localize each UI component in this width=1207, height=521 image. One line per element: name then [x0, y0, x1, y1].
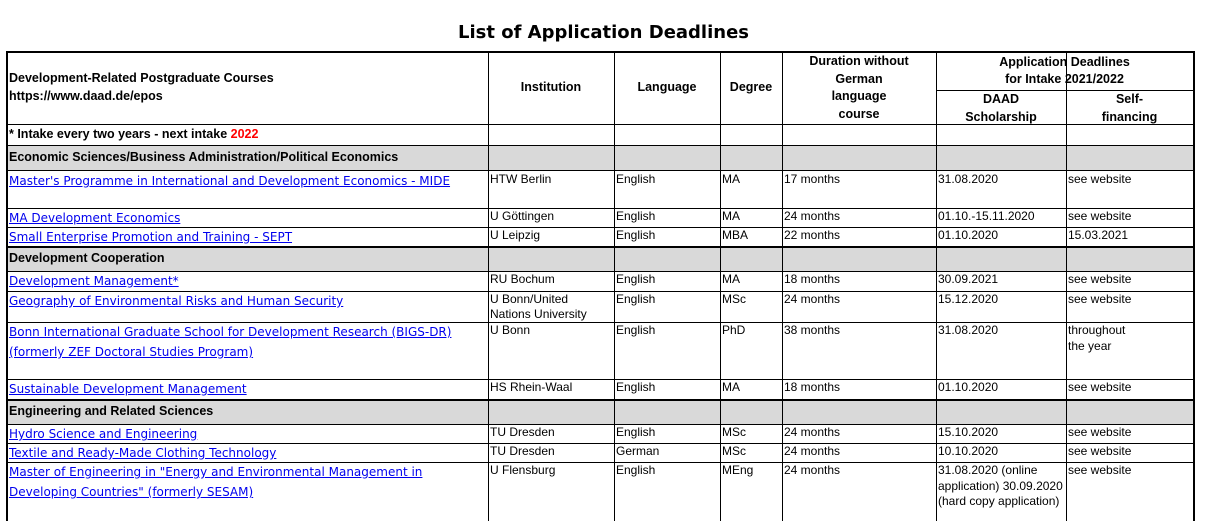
duration-cell: 18 months [784, 380, 841, 394]
course-link[interactable]: Geography of Environmental Risks and Human Security [9, 294, 344, 308]
col-line [782, 51, 783, 521]
daad-deadline-cell: 31.08.2020 [938, 172, 999, 186]
col-line [614, 51, 615, 521]
self-financing-cell: the year [1068, 338, 1112, 353]
intake-year: 2022 [230, 127, 259, 141]
col-line [6, 51, 8, 521]
duration-cell: 24 months [784, 292, 841, 306]
duration-cell: 22 months [784, 228, 841, 242]
institution-cell: TU Dresden [490, 425, 555, 439]
intake-note: * Intake every two years - next intake 2022 [9, 127, 259, 141]
institution-cell: U Göttingen [490, 209, 555, 223]
course-link[interactable]: Sustainable Development Management [9, 382, 247, 396]
language-cell: English [616, 323, 656, 337]
degree-cell: MEng [722, 463, 754, 477]
language-cell: English [616, 292, 656, 306]
degree-cell: MA [722, 172, 740, 186]
col-line [1193, 51, 1195, 521]
daad-deadline-cell: 01.10.2020 [938, 380, 999, 394]
deadlines-header: Application Deadlines [999, 55, 1130, 69]
course-link[interactable]: Bonn International Graduate School for Development Research (BIGS-DR) [9, 325, 452, 339]
self-financing-cell: see website [1068, 380, 1132, 394]
degree-cell: MA [722, 209, 740, 223]
institution-cell: Nations University [490, 307, 587, 321]
daad-deadline-cell: application) 30.09.2020 [938, 478, 1063, 493]
degree-header: Degree [729, 80, 773, 94]
duration-cell: 24 months [784, 444, 841, 458]
course-link[interactable]: MA Development Economics [9, 211, 181, 225]
institution-header: Institution [520, 80, 582, 94]
col-line [488, 51, 489, 521]
daad-header: DAAD [982, 92, 1020, 106]
daad-deadline-cell: (hard copy application) [938, 494, 1060, 508]
language-header: Language [637, 80, 697, 94]
course-link[interactable]: Development Management* [9, 274, 179, 288]
row-line [936, 90, 1193, 91]
daad-deadline-cell: 10.10.2020 [938, 444, 999, 458]
section-title: Economic Sciences/Business Administration/Political Economics [9, 150, 399, 164]
language-cell: English [616, 209, 656, 223]
duration-cell: 24 months [784, 425, 841, 439]
duration-cell: 38 months [784, 323, 841, 337]
course-link[interactable]: Textile and Ready-Made Clothing Technology [9, 446, 277, 460]
course-link[interactable]: Developing Countries" (formerly SESAM) [9, 485, 254, 499]
institution-cell: U Bonn/United [490, 292, 569, 306]
self-financing-cell: see website [1068, 292, 1132, 306]
institution-cell: U Flensburg [490, 463, 556, 477]
duration-cell: 24 months [784, 463, 841, 477]
duration-cell: 18 months [784, 272, 841, 286]
duration-header: language [831, 89, 887, 103]
language-cell: English [616, 380, 656, 394]
duration-header: course [838, 106, 880, 121]
language-cell: English [616, 272, 656, 286]
course-link[interactable]: Master of Engineering in "Energy and Environmental Management in [9, 465, 423, 479]
institution-cell: TU Dresden [490, 444, 555, 458]
duration-header: Duration without [809, 54, 909, 68]
daad-header: Scholarship [965, 109, 1037, 124]
course-link[interactable]: Master's Programme in International and Development Economics - MIDE [9, 174, 451, 188]
self-financing-cell: see website [1068, 444, 1132, 458]
duration-header: German [835, 71, 883, 86]
course-link[interactable]: Small Enterprise Promotion and Training - SEPT [9, 230, 293, 244]
self-financing-cell: see website [1068, 425, 1132, 439]
deadlines-header: for Intake 2021/2022 [1005, 71, 1124, 86]
language-cell: English [616, 425, 656, 439]
section-band [6, 246, 1193, 271]
self-financing-cell: see website [1068, 463, 1132, 477]
institution-cell: HTW Berlin [490, 172, 552, 186]
section-title: Engineering and Related Sciences [9, 404, 214, 418]
self-financing-cell: see website [1068, 172, 1132, 186]
daad-deadline-cell: 15.10.2020 [938, 425, 999, 439]
daad-deadline-cell: 15.12.2020 [938, 292, 999, 306]
institution-cell: HS Rhein-Waal [490, 380, 573, 394]
degree-cell: MSc [722, 292, 746, 306]
institution-cell: RU Bochum [490, 272, 555, 286]
col-line [720, 51, 721, 521]
duration-cell: 17 months [784, 172, 841, 186]
institution-cell: U Leipzig [490, 228, 541, 242]
degree-cell: MA [722, 380, 740, 394]
self-financing-cell: see website [1068, 272, 1132, 286]
section-title: Development Cooperation [9, 251, 165, 265]
course-link[interactable]: Hydro Science and Engineering [9, 427, 198, 441]
self-financing-cell: throughout [1068, 323, 1126, 337]
language-cell: German [616, 444, 660, 458]
self-financing-cell: see website [1068, 209, 1132, 223]
page-title: List of Application Deadlines [457, 22, 750, 43]
degree-cell: MSc [722, 444, 746, 458]
language-cell: English [616, 463, 656, 477]
degree-cell: MSc [722, 425, 746, 439]
courses-header: Development-Related Postgraduate Courses [9, 71, 274, 85]
institution-cell: U Bonn [490, 323, 531, 337]
course-link[interactable]: (formerly ZEF Doctoral Studies Program) [9, 345, 254, 359]
daad-deadline-cell: 31.08.2020 (online [938, 463, 1038, 477]
row-line [6, 271, 1193, 272]
degree-cell: MA [722, 272, 740, 286]
self-financing-header: financing [1101, 109, 1158, 124]
degree-cell: MBA [722, 228, 749, 242]
courses-url: https://www.daad.de/epos [9, 89, 163, 103]
daad-deadline-cell: 30.09.2021 [938, 272, 999, 286]
row-line [6, 51, 1193, 53]
self-financing-header: Self- [1115, 92, 1144, 106]
language-cell: English [616, 172, 656, 186]
duration-cell: 24 months [784, 209, 841, 223]
row-line [6, 399, 1193, 401]
daad-deadline-cell: 01.10.-15.11.2020 [938, 209, 1035, 223]
language-cell: English [616, 228, 656, 242]
daad-deadline-cell: 31.08.2020 [938, 323, 999, 337]
self-financing-cell: 15.03.2021 [1068, 228, 1129, 242]
degree-cell: PhD [722, 323, 746, 337]
daad-deadline-cell: 01.10.2020 [938, 228, 999, 242]
col-line [1066, 90, 1067, 521]
row-line [6, 145, 1193, 146]
